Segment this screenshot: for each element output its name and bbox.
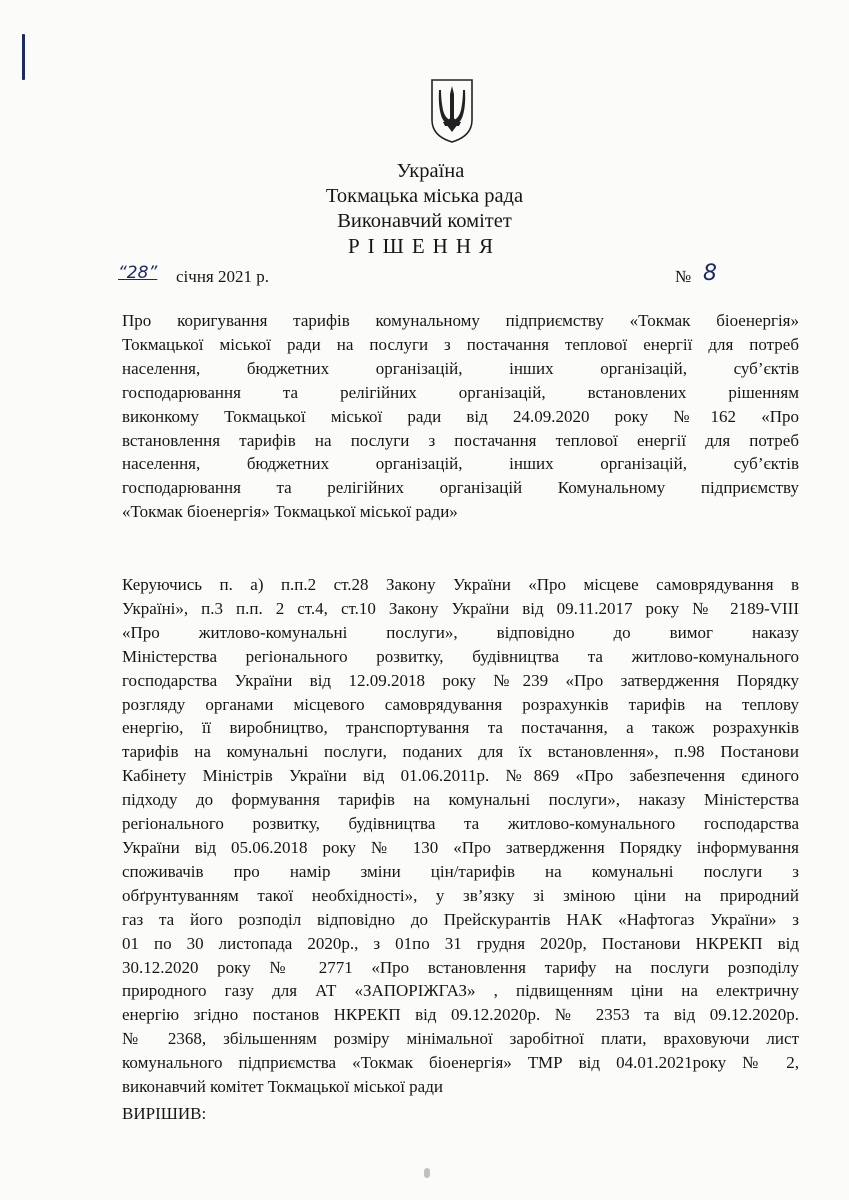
decision-number-label: № (675, 267, 692, 286)
body-line: «Про житлово-комунальні послуги», відповідно до вимог наказу (122, 622, 799, 642)
document-type-heading: РІШЕННЯ (347, 234, 502, 258)
title-line: населення, бюджетних організацій, інших організацій, суб’єктів (122, 454, 799, 474)
title-line: Токмацької міської ради на послуги з постачання теплової енергії для потреб (122, 334, 799, 354)
body-line: підходу до формування тарифів на комунальні послуги», наказу Міністерства (122, 790, 799, 810)
body-line: обґрунтуванням такої необхідності», у зв’язку зі зміною ціни на природний (122, 885, 799, 905)
body-line: України від 05.06.2018 року № 130 «Про затвердження Порядку інформування (122, 837, 799, 857)
body-line: виконавчий комітет Токмацької міської ради (122, 1077, 443, 1097)
body-line: 01 по 30 листопада 2020р., з 01по 31 грудня 2020р, Постанови НКРЕКП від (122, 933, 799, 953)
body-line: Керуючись п. а) п.п.2 ст.28 Закону України «Про місцеве самоврядування в (122, 575, 799, 594)
title-line: «Токмак біоенергія» Токмацької міської ради» (122, 502, 458, 522)
decision-number-handwritten: 8 (703, 261, 717, 286)
title-line: господарювання та релігійних організацій Комунальному підприємству (122, 478, 799, 498)
body-line: господарства України від 12.09.2018 року №239 «Про затвердження Порядку (122, 670, 799, 690)
date-day-handwritten: “28” (118, 263, 158, 283)
title-line: населення, бюджетних організацій, інших організацій, суб’єктів (122, 358, 799, 378)
body-line: Україні», п.3 п.п. 2 ст.4, ст.10 Закону України від 09.11.2017 року № 2189-VIII (122, 598, 799, 618)
body-line: розгляду органами місцевого самоврядування розрахунків тарифів на теплову (122, 694, 799, 714)
body-line: природного газу для АТ «ЗАПОРІЖГАЗ» , підвищенням ціни на електричну (122, 981, 799, 1001)
body-line: 30.12.2020 року № 2771 «Про встановлення тарифу на послуги розподілу (122, 957, 799, 977)
coat-of-arms-icon (430, 78, 474, 144)
scan-speck (424, 1168, 430, 1178)
body-line: регіонального розвитку, будівництва та житлово-комунального господарства (122, 814, 799, 834)
body-line: енергію згідно постанов НКРЕКП від 09.12.2020р. № 2353 та від 09.12.2020р. (122, 1005, 799, 1025)
body-line: тарифів на комунальні послуги, поданих для їх встановлення», п.98 Постанови (122, 742, 799, 762)
margin-pen-mark (22, 34, 25, 80)
resolved-heading: ВИРІШИВ: (122, 1104, 207, 1123)
body-line: газ та його розподіл відповідно до Прейскурантів НАК «Нафтогаз України» з (122, 909, 799, 929)
decision-body (122, 573, 799, 1099)
decision-title (122, 309, 799, 524)
body-line: № 2368, збільшенням розміру мінімальної заробітної плати, враховуючи лист (122, 1029, 799, 1049)
body-line: комунального підприємства «Токмак біоенергія» ТМР від 04.01.2021року № 2, (122, 1053, 799, 1073)
title-line: Про коригування тарифів комунальному підприємству «Токмак біоенергія» (122, 311, 799, 330)
country-heading: Україна (396, 160, 465, 182)
title-line: встановлення тарифів на послуги з постачання теплової енергії для потреб (122, 430, 799, 450)
title-line: господарювання та релігійних організацій, встановлених рішенням (122, 382, 799, 402)
body-line: Кабінету Міністрів України від 01.06.2011р. №869 «Про забезпечення єдиного (122, 766, 799, 786)
date-month-year: січня 2021 р. (176, 267, 269, 286)
council-heading: Токмацька міська рада (325, 185, 524, 207)
body-line: споживачів про намір зміни цін/тарифів на комунальні послуги з (122, 861, 799, 881)
body-line: Міністерства регіонального розвитку, будівництва та житлово-комунального (122, 646, 799, 666)
title-line: виконкому Токмацької міської ради від 24.09.2020 року №162 «Про (122, 406, 799, 426)
body-line: енергію, її виробництво, транспортування та постачання, а також розрахунків (122, 718, 799, 738)
committee-heading: Виконавчий комітет (337, 210, 512, 232)
